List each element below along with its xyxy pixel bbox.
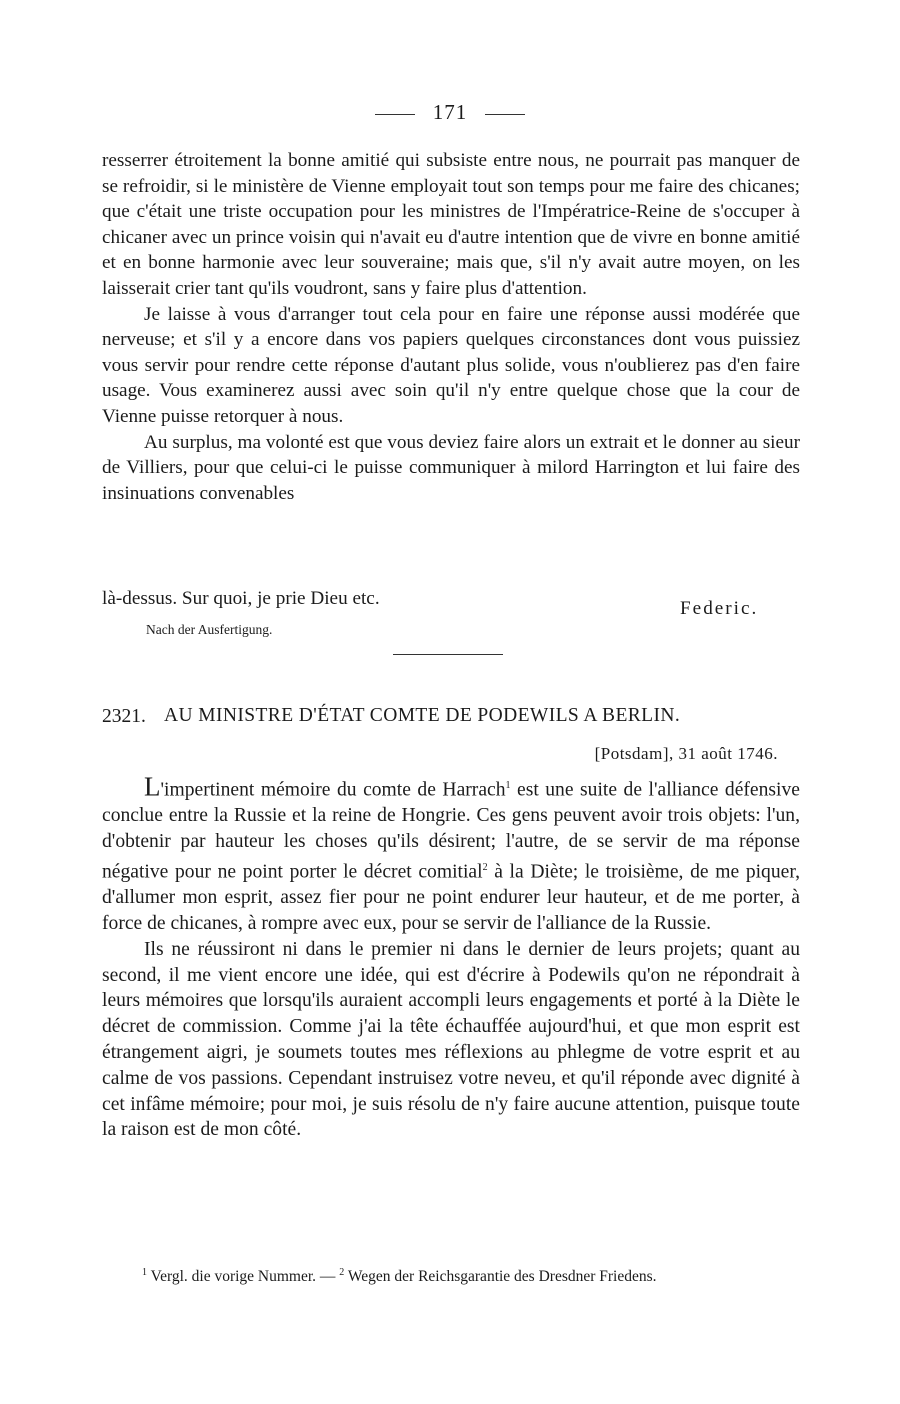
letter-number: 2321. <box>102 706 146 727</box>
paragraph-1: resserrer étroitement la bonne amitié qui subsiste entre nous, ne pourrait pas manquer de se refroidir, si le ministère de Vienne employait tout son temps pour me faire des chicanes; que c'était une triste occupation pour les ministres de l'Impératrice-Reine de s'occuper à chicaner avec un prince voisin qui n'avait eu d'autre intention que de vivre en bonne amitié et en bonne harmonie avec leur souveraine; mais que, s'il n'y avait autre moyen, on les laisserait crier tant qu'ils voudront, sans y faire plus d'attention. <box>102 150 800 299</box>
page-header <box>0 100 900 125</box>
paragraph-5: Ils ne réussiront ni dans le premier ni dans le dernier de leurs projets; quant au second, il me vient encore une idée, qui est d'écrire à Podewils qu'on ne répondrait à leurs mémoires que lorsqu'ils auraient accompli leurs engagements et porté à la Diète le décret de commission. Comme j'ai la tête échauffée aujourd'hui, et que mon esprit est étrangement aigri, je soumets toutes mes réflexions au phlegme de votre esprit et au calme de vos passions. Cependant instruisez votre neveu, et qu'il réponde avec dignité à cet infâme mémoire; pour moi, je suis résolu de n'y faire aucune attention, puisque toute la raison est de mon côté. <box>102 938 800 1141</box>
letter-heading: AU MINISTRE D'ÉTAT COMTE DE PODEWILS A BERLIN. <box>164 705 681 726</box>
dateline: [Potsdam], 31 août 1746. <box>594 744 778 763</box>
page-number: 171 <box>432 100 468 124</box>
footnotes <box>102 1264 800 1286</box>
footnote-ref-2: 2 <box>482 861 488 873</box>
paragraph-4-middle: est une suite de l'alliance défensive conclue entre la Russie et la reine de Hongrie. Ces gens peuvent avoir trois objets: l'un, d'obtenir par hauteur les choses qu'ils désirent; l'autre, de se servir de ma réponse négative pour ne point porter le décret comitial <box>102 779 800 883</box>
source-note: Nach der Ausfertigung. <box>146 622 273 637</box>
paragraph-4 <box>102 773 800 937</box>
signature: Federic. <box>680 598 759 619</box>
letter-2321-body <box>102 773 800 1143</box>
letter-2320-body <box>102 148 800 506</box>
footnote-2: Wegen der Reichsgarantie des Dresdner Friedens. <box>344 1268 657 1286</box>
paragraph-2: Je laisse à vous d'arranger tout cela pour en faire une réponse aussi modérée que nerveuse; et s'il y a encore dans vos papiers quelques circonstances dont vous puissiez vous servir pour rendre cette réponse d'autant plus solide, vous n'oublierez pas d'en faire usage. Vous examinerez aussi avec soin qu'il n'y entre quelque chose que la cour de Vienne puisse retorquer à nous. <box>102 303 800 427</box>
header-dash-right <box>485 114 525 115</box>
footnote-1: Vergl. die vorige Nummer. — <box>147 1268 340 1286</box>
drop-cap: L <box>144 771 161 802</box>
header-dash-left <box>375 114 415 115</box>
footnote-marker-2: 2 <box>339 1267 345 1278</box>
paragraph-3: Au surplus, ma volonté est que vous deviez faire alors un extrait et le donner au sieur de Villiers, pour que celui-ci le puisse communiquer à milord Harrington et lui faire des insinuations convenables <box>102 431 800 504</box>
section-divider <box>393 654 503 655</box>
footnote-ref-1: 1 <box>505 780 511 791</box>
footnote-marker-1: 1 <box>142 1267 147 1278</box>
closing-line: là-dessus. Sur quoi, je prie Dieu etc. <box>102 588 380 609</box>
paragraph-4-end: à la Diète; le troisième, de me piquer, d'allumer mon esprit, assez fier pour ne point endurer leur hauteur, et de me porter, à force de chicanes, à rompre avec eux, pour se servir de l'alliance de la Russie. <box>102 861 800 935</box>
paragraph-4-start: 'impertinent mémoire du comte de Harrach <box>160 779 506 801</box>
